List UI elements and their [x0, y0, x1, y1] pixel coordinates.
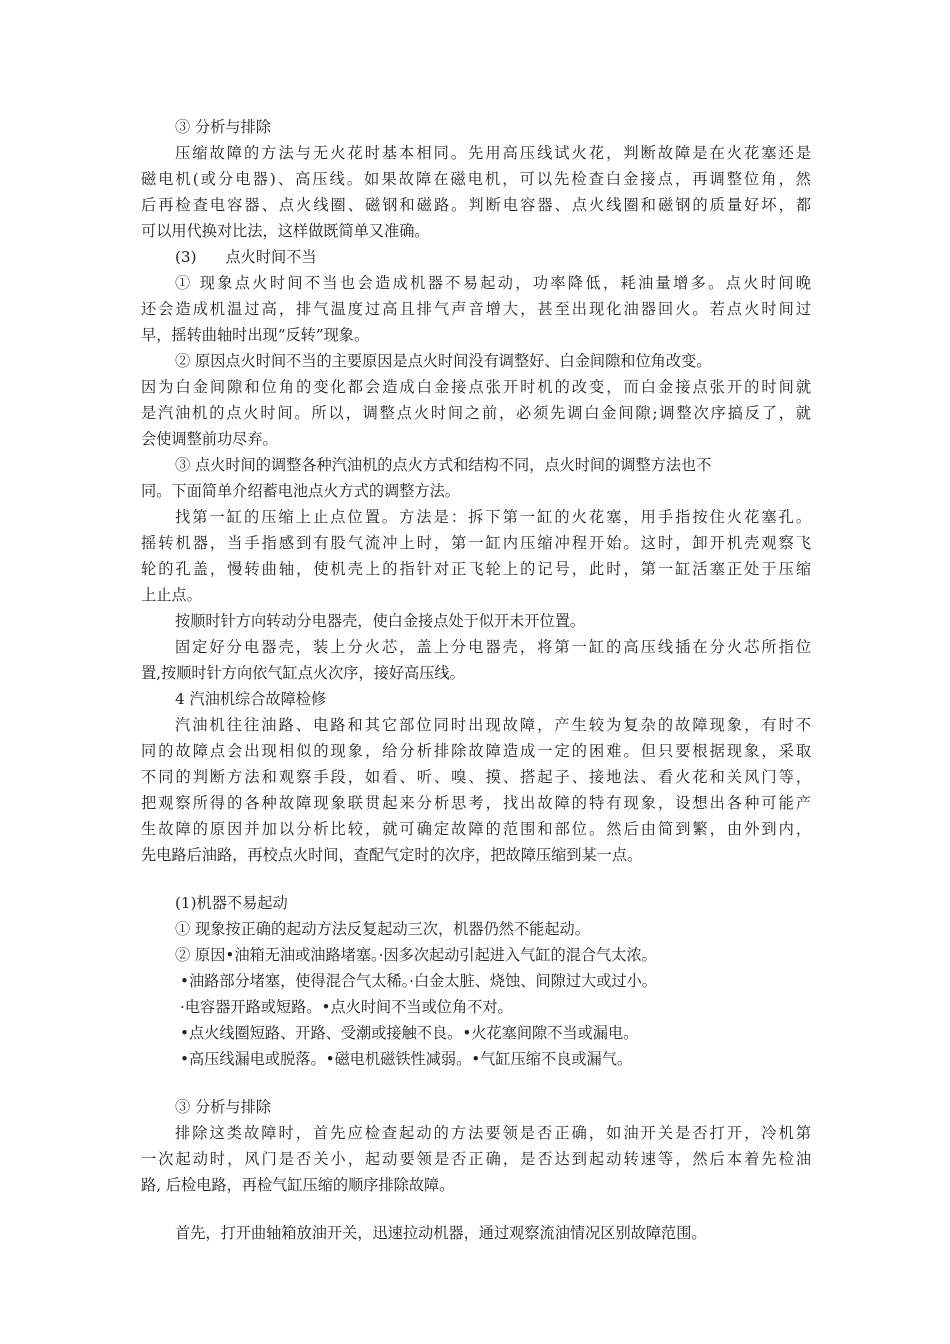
paragraph-line: 按顺时针方向转动分电器壳，使白金接点处于似开未开位置。 — [175, 612, 586, 630]
paragraph-line: 早，摇转曲轴时出现“反转”现象。 — [141, 326, 370, 344]
paragraph-line: 磁电机(或分电器)、高压线。如果故障在磁电机，可以先检查白金接点，再调整位角，然 — [141, 170, 811, 188]
paragraph-line: 因为白金间隙和位角的变化都会造成白金接点张开时机的改变，而白金接点张开的时间就 — [141, 378, 811, 396]
paragraph-line: ② 原因点火时间不当的主要原因是点火时间没有调整好、白金间隙和位角改变。 — [175, 352, 712, 370]
list-item: •油路部分堵塞，使得混合气太稀。·白金太脏、烧蚀、间隙过大或过小。 — [180, 972, 657, 990]
paragraph-line: 先电路后油路，再校点火时间，查配气定时的次序，把故障压缩到某一点。 — [141, 846, 643, 864]
paragraph-line: ① 现象按正确的起动方法反复起动三次，机器仍然不能起动。 — [175, 920, 590, 938]
paragraph-line: 首先，打开曲轴箱放油开关，迅速拉动机器，通过观察流油情况区别故障范围。 — [175, 1224, 707, 1242]
section-heading: (3) 点火时间不当 — [175, 248, 317, 266]
paragraph-line: 汽油机往往油路、电路和其它部位同时出现故障，产生较为复杂的故障现象，有时不 — [175, 716, 811, 734]
list-item: ·电容器开路或短路。•点火时间不当或位角不对。 — [180, 998, 513, 1016]
paragraph-line: ③ 点火时间的调整各种汽油机的点火方式和结构不同，点火时间的调整方法也不 — [175, 456, 712, 474]
section-heading: ③ 分析与排除 — [175, 1098, 271, 1116]
paragraph-line: 压缩故障的方法与无火花时基本相同。先用高压线试火花，判断故障是在火花塞还是 — [175, 144, 811, 162]
paragraph-line: 把观察所得的各种故障现象联贯起来分析思考，找出故障的特有现象，设想出各种可能产 — [141, 794, 811, 812]
paragraph-line: 同的故障点会出现相似的现象，给分析排除故障造成一定的困难。但只要根据现象，采取 — [141, 742, 811, 760]
paragraph-line: 一次起动时，风门是否关小，起动要领是否正确，是否达到起动转速等，然后本着先检油 — [141, 1150, 811, 1168]
paragraph-line: 是汽油机的点火时间。所以，调整点火时间之前，必须先调白金间隙;调整次序搞反了，就 — [141, 404, 811, 422]
paragraph-line: 排除这类故障时，首先应检查起动的方法要领是否正确，如油开关是否打开，冷机第 — [175, 1124, 811, 1142]
paragraph-line: 轮的孔盖，慢转曲轴，使机壳上的指针对正飞轮上的记号，此时，第一缸活塞正处于压缩 — [141, 560, 811, 578]
paragraph-line: 同。下面简单介绍蓄电池点火方式的调整方法。 — [141, 482, 460, 500]
section-heading: (1)机器不易起动 — [175, 894, 288, 912]
paragraph-line: 置,按顺时针方向依气缸点火次序，接好高压线。 — [141, 664, 465, 682]
paragraph-line: 不同的判断方法和观察手段，如看、听、嗅、摸、搭起子、接地法、看火花和关风门等， — [141, 768, 811, 786]
list-item: •点火线圈短路、开路、受潮或接触不良。•火花塞间隙不当或漏电。 — [180, 1024, 639, 1042]
paragraph-line: 还会造成机温过高，排气温度过高且排气声音增大，甚至出现化油器回火。若点火时间过 — [141, 300, 811, 318]
list-item: •高压线漏电或脱落。•磁电机磁铁性减弱。•气缸压缩不良或漏气。 — [180, 1050, 633, 1068]
paragraph-line: 会使调整前功尽弃。 — [141, 430, 278, 448]
paragraph-line: ② 原因•油箱无油或油路堵塞。·因多次起动引起进入气缸的混合气太浓。 — [175, 946, 657, 964]
paragraph-line: 可以用代换对比法，这样做既简单又准确。 — [141, 222, 430, 240]
paragraph-line: 固定好分电器壳，装上分火芯，盖上分电器壳，将第一缸的高压线插在分火芯所指位 — [175, 638, 811, 656]
paragraph-line: ① 现象点火时间不当也会造成机器不易起动，功率降低，耗油量增多。点火时间晚 — [175, 274, 811, 292]
paragraph-line: 路, 后检电路，再检气缸压缩的顺序排除故障。 — [141, 1176, 455, 1194]
section-heading: ③ 分析与排除 — [175, 118, 271, 136]
section-heading: 4 汽油机综合故障检修 — [175, 690, 327, 708]
paragraph-line: 上止点。 — [141, 586, 202, 604]
paragraph-line: 生故障的原因并加以分析比较，就可确定故障的范围和部位。然后由简到繁，由外到内， — [141, 820, 811, 838]
paragraph-line: 后再检查电容器、点火线圈、磁钢和磁路。判断电容器、点火线圈和磁钢的质量好坏，都 — [141, 196, 811, 214]
paragraph-line: 找第一缸的压缩上止点位置。方法是：拆下第一缸的火花塞，用手指按住火花塞孔。 — [175, 508, 811, 526]
paragraph-line: 摇转机器，当手指感到有股气流冲上时，第一缸内压缩冲程开始。这时，卸开机壳观察飞 — [141, 534, 811, 552]
